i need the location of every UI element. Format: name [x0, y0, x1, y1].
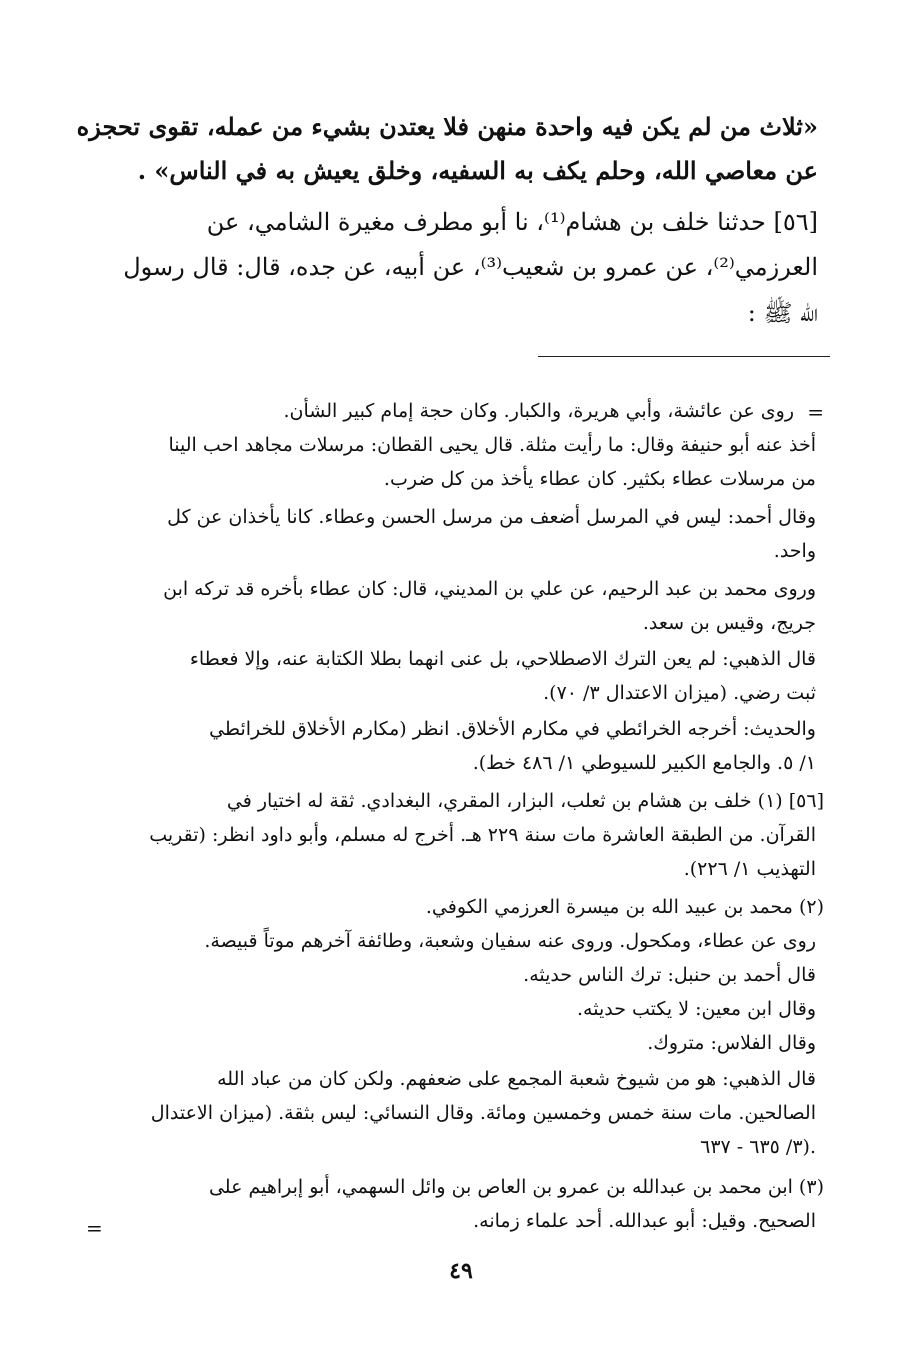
hadith-quote-line-2: عن معاصي الله، وحلم يكف به السفيه، وخلق يعيش به في الناس» .	[137, 156, 818, 185]
footnote-line: [٥٦] (١) خلف بن هشام بن ثعلب، البزار، المقري، البغدادي. ثقة له اختيار في	[226, 790, 824, 812]
hadith-quote-line-1: «ثلاث من لم يكن فيه واحدة منهن فلا يعتدن بشيء من عمله، تقوى تحجزه	[76, 112, 818, 141]
footnote-line: وروى محمد بن عبد الرحيم، عن علي بن المديني، قال: كان عطاء بأخره قد تركه ابن	[163, 578, 816, 600]
hadith-entry-line-2: العرزمي⁽²⁾، عن عمرو بن شعيب⁽³⁾، عن أبيه، عن جده، قال: قال رسول	[123, 253, 818, 281]
footnote-line: ١/ ٥. والجامع الكبير للسيوطي ١/ ٤٨٦ خط).	[472, 752, 816, 774]
footnote-line: ثبت رضي. (ميزان الاعتدال ٣/ ٧٠).	[543, 682, 816, 704]
footnote-line: (٢) محمد بن عبيد الله بن ميسرة العرزمي الكوفي.	[425, 896, 824, 918]
continuation-marker-end: =	[86, 1216, 103, 1240]
hadith-entry-line-1: [٥٦] حدثنا خلف بن هشام⁽¹⁾، نا أبو مطرف مغيرة الشامي، عن	[206, 208, 818, 236]
footnote-line: قال الذهبي: لم يعن الترك الاصطلاحي، بل عنى انهما بطلا الكتابة عنه، وإلا فعطاء	[189, 648, 816, 670]
footnote-line: ٣/ ٦٣٥ - ٦٣٧).	[700, 1136, 816, 1158]
page-number: ٤٩	[449, 1258, 473, 1284]
footnote-separator	[538, 356, 830, 357]
footnote-line: وقال الفلاس: متروك.	[647, 1032, 816, 1054]
footnote-line: القرآن. من الطبقة العاشرة مات سنة ٢٢٩ هـ. أخرج له مسلم، وأبو داود انظر: (تقريب	[149, 824, 816, 846]
footnote-line: الصحيح. وقيل: أبو عبدالله. أحد علماء زمانه.	[473, 1210, 816, 1232]
footnote-line: قال الذهبي: هو من شيوخ شعبة المجمع على ضعفهم. ولكن كان من عباد الله	[217, 1068, 816, 1090]
footnote-line: روى عن عائشة، وأبي هريرة، والكبار. وكان حجة إمام كبير الشأن.	[283, 400, 794, 422]
footnote-line: روى عن عطاء، ومكحول. وروى عنه سفيان وشعبة، وطائفة آخرهم موتاً قبيصة.	[204, 930, 816, 952]
footnote-line: جريج، وقيس بن سعد.	[642, 612, 816, 634]
footnote-line: والحديث: أخرجه الخرائطي في مكارم الأخلاق. انظر (مكارم الأخلاق للخرائطي	[209, 718, 816, 740]
continuation-marker: =	[807, 400, 824, 424]
footnote-line: (٣) ابن محمد بن عبدالله بن عمرو بن العاص بن وائل السهمي، أبو إبراهيم على	[208, 1176, 824, 1198]
footnote-line: وقال ابن معين: لا يكتب حديثه.	[577, 998, 816, 1020]
footnote-line: الصالحين. مات سنة خمس وخمسين ومائة. وقال النسائي: ليس بثقة. (ميزان الاعتدال	[150, 1102, 816, 1124]
hadith-entry-line-3: الله ﷺ :	[747, 299, 818, 327]
footnote-line: أخذ عنه أبو حنيفة وقال: ما رأيت مثلة. قال يحيى القطان: مرسلات مجاهد احب الينا	[168, 434, 816, 456]
footnote-line: قال أحمد بن حنبل: ترك الناس حديثه.	[523, 964, 816, 986]
footnote-line: وقال أحمد: ليس في المرسل أضعف من مرسل الحسن وعطاء. كانا يأخذان عن كل	[167, 506, 816, 528]
footnote-line: من مرسلات عطاء بكثير. كان عطاء يأخذ من كل ضرب.	[383, 468, 816, 490]
footnote-line: التهذيب ١/ ٢٢٦).	[683, 858, 816, 880]
footnote-line: واحد.	[773, 540, 816, 562]
